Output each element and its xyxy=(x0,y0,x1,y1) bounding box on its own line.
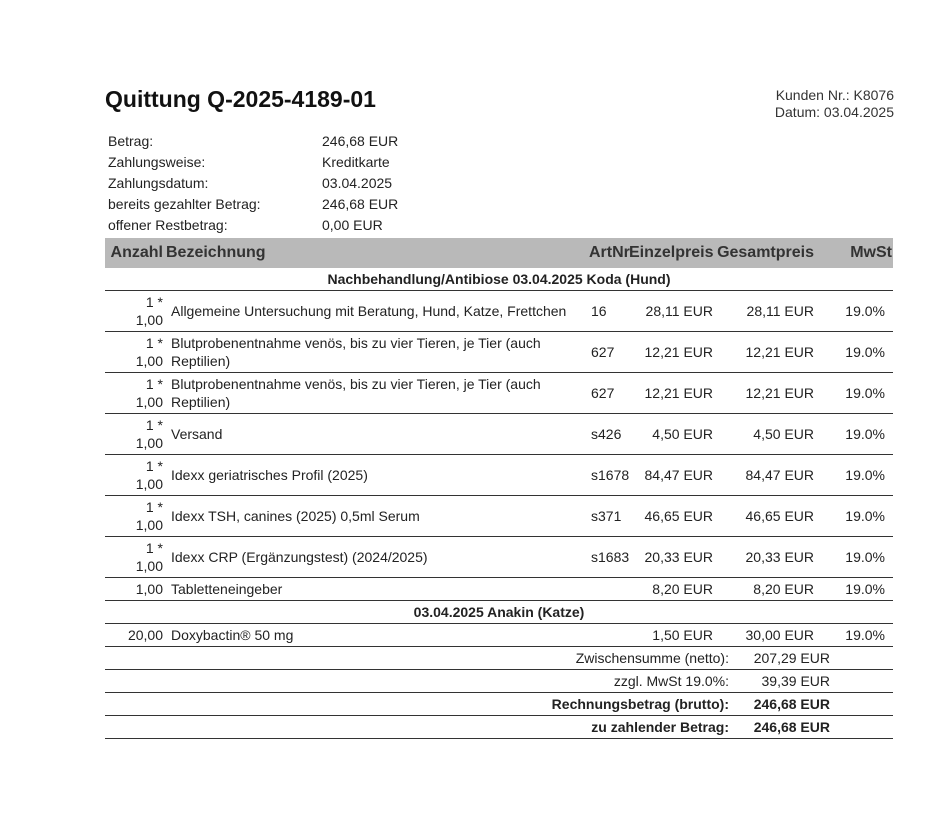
row-total-price: 20,33 EUR xyxy=(745,549,814,565)
row-total-price: 84,47 EUR xyxy=(745,467,814,483)
summary-label: bereits gezahlter Betrag: xyxy=(108,196,261,212)
payment-summary xyxy=(108,131,398,236)
row-artnr: 627 xyxy=(591,344,615,360)
row-description: Idexx geriatrisches Profil (2025) xyxy=(171,467,368,483)
row-description: Doxybactin® 50 mg xyxy=(171,627,294,643)
summary-row xyxy=(108,173,398,194)
group-heading: 03.04.2025 Anakin (Katze) xyxy=(105,601,893,624)
amount-due-value: 246,68 EUR xyxy=(753,719,830,735)
subtotal-row xyxy=(105,647,893,670)
summary-row xyxy=(108,194,398,215)
row-artnr: 16 xyxy=(591,303,607,319)
qty-value: 1,00 xyxy=(135,476,163,492)
gross-total-label: Rechnungsbetrag (brutto): xyxy=(551,696,729,712)
qty-multiplier: 1 * xyxy=(145,376,163,392)
subtotal-value: 207,29 EUR xyxy=(753,650,830,666)
summary-row xyxy=(108,152,398,173)
row-unit-price: 20,33 EUR xyxy=(644,549,713,565)
row-artnr: 627 xyxy=(591,385,615,401)
row-description: Idexx TSH, canines (2025) 0,5ml Serum xyxy=(171,508,420,524)
row-vat: 19.0% xyxy=(845,627,885,643)
vat-row xyxy=(105,670,893,693)
table-row xyxy=(105,373,893,414)
table-row xyxy=(105,624,893,647)
row-description: Blutprobenentnahme venös, bis zu vier Tieren, je Tier (auch Reptilien) xyxy=(171,376,541,410)
row-total-price: 12,21 EUR xyxy=(745,344,814,360)
header-vat: MwSt xyxy=(850,244,892,261)
qty-value: 1,00 xyxy=(135,558,163,574)
qty-multiplier: 1 * xyxy=(145,499,163,515)
summary-label: Betrag: xyxy=(108,133,154,149)
row-unit-price: 46,65 EUR xyxy=(644,508,713,524)
amount-due-label: zu zahlender Betrag: xyxy=(591,719,729,735)
customer-info xyxy=(775,87,894,121)
row-artnr: s426 xyxy=(591,426,622,442)
row-qty: 1,00 xyxy=(135,581,163,597)
summary-label: Zahlungsweise: xyxy=(108,154,206,170)
summary-value: 246,68 EUR xyxy=(322,196,399,212)
header-unit-price: Einzelpreis xyxy=(629,244,714,261)
header-qty: Anzahl xyxy=(110,244,163,261)
qty-value: 1,00 xyxy=(135,517,163,533)
row-unit-price: 1,50 EUR xyxy=(652,627,713,643)
summary-label: offener Restbetrag: xyxy=(108,217,228,233)
table-row xyxy=(105,332,893,373)
row-qty xyxy=(105,334,163,370)
row-unit-price: 4,50 EUR xyxy=(652,426,713,442)
summary-value: 0,00 EUR xyxy=(322,217,383,233)
header-description: Bezeichnung xyxy=(166,244,266,261)
row-vat: 19.0% xyxy=(845,549,885,565)
qty-multiplier: 1 * xyxy=(145,335,163,351)
qty-multiplier: 1 * xyxy=(145,540,163,556)
qty-value: 1,00 xyxy=(135,435,163,451)
row-vat: 19.0% xyxy=(845,303,885,319)
row-description: Idexx CRP (Ergänzungstest) (2024/2025) xyxy=(171,549,428,565)
table-row xyxy=(105,455,893,496)
table-row xyxy=(105,578,893,601)
row-unit-price: 12,21 EUR xyxy=(644,344,713,360)
receipt-date: Datum: 03.04.2025 xyxy=(774,104,894,120)
row-total-price: 12,21 EUR xyxy=(745,385,814,401)
row-description: Versand xyxy=(171,426,223,442)
row-description: Tabletteneingeber xyxy=(171,581,283,597)
row-unit-price: 84,47 EUR xyxy=(644,467,713,483)
row-artnr: s371 xyxy=(591,508,622,524)
row-vat: 19.0% xyxy=(845,426,885,442)
row-description: Blutprobenentnahme venös, bis zu vier Tieren, je Tier (auch Reptilien) xyxy=(171,335,541,369)
row-artnr: s1683 xyxy=(591,549,630,565)
row-artnr: s1678 xyxy=(591,467,630,483)
summary-value: 246,68 EUR xyxy=(322,133,399,149)
row-total-price: 30,00 EUR xyxy=(745,627,814,643)
row-qty xyxy=(105,375,163,411)
qty-value: 1,00 xyxy=(135,394,163,410)
subtotal-label: Zwischensumme (netto): xyxy=(575,650,729,666)
row-vat: 19.0% xyxy=(845,344,885,360)
gross-total-row xyxy=(105,693,893,716)
row-total-price: 46,65 EUR xyxy=(745,508,814,524)
gross-total-value: 246,68 EUR xyxy=(753,696,830,712)
qty-multiplier: 1 * xyxy=(145,417,163,433)
group-heading: Nachbehandlung/Antibiose 03.04.2025 Koda (Hund) xyxy=(105,268,893,291)
row-qty xyxy=(105,539,163,575)
row-qty xyxy=(105,457,163,493)
row-total-price: 8,20 EUR xyxy=(753,581,814,597)
row-unit-price: 12,21 EUR xyxy=(644,385,713,401)
row-vat: 19.0% xyxy=(845,581,885,597)
summary-value: Kreditkarte xyxy=(322,154,390,170)
table-header xyxy=(105,238,893,268)
row-qty xyxy=(105,498,163,534)
table-row xyxy=(105,291,893,332)
summary-label: Zahlungsdatum: xyxy=(108,175,209,191)
vat-label: zzgl. MwSt 19.0%: xyxy=(613,673,729,689)
summary-row xyxy=(108,131,398,152)
summary-value: 03.04.2025 xyxy=(322,175,393,191)
row-total-price: 28,11 EUR xyxy=(746,303,814,319)
row-qty xyxy=(105,293,163,329)
row-qty: 20,00 xyxy=(127,627,163,643)
summary-row xyxy=(108,215,398,236)
row-vat: 19.0% xyxy=(845,467,885,483)
row-qty xyxy=(105,416,163,452)
customer-number: Kunden Nr.: K8076 xyxy=(775,87,894,103)
amount-due-row xyxy=(105,716,893,739)
row-vat: 19.0% xyxy=(845,385,885,401)
qty-multiplier: 1 * xyxy=(145,294,163,310)
line-items-table xyxy=(105,238,893,739)
qty-value: 1,00 xyxy=(135,312,163,328)
row-unit-price: 28,11 EUR xyxy=(645,303,713,319)
table-row xyxy=(105,537,893,578)
header-artnr: ArtNr xyxy=(589,244,630,261)
qty-value: 1,00 xyxy=(135,353,163,369)
row-description: Allgemeine Untersuchung mit Beratung, Hund, Katze, Frettchen xyxy=(171,303,567,319)
receipt-title: Quittung Q-2025-4189-01 xyxy=(105,86,376,112)
row-vat: 19.0% xyxy=(845,508,885,524)
qty-multiplier: 1 * xyxy=(145,458,163,474)
header-total-price: Gesamtpreis xyxy=(717,244,814,261)
row-unit-price: 8,20 EUR xyxy=(652,581,713,597)
table-row xyxy=(105,414,893,455)
vat-value: 39,39 EUR xyxy=(761,673,830,689)
table-row xyxy=(105,496,893,537)
row-total-price: 4,50 EUR xyxy=(753,426,814,442)
